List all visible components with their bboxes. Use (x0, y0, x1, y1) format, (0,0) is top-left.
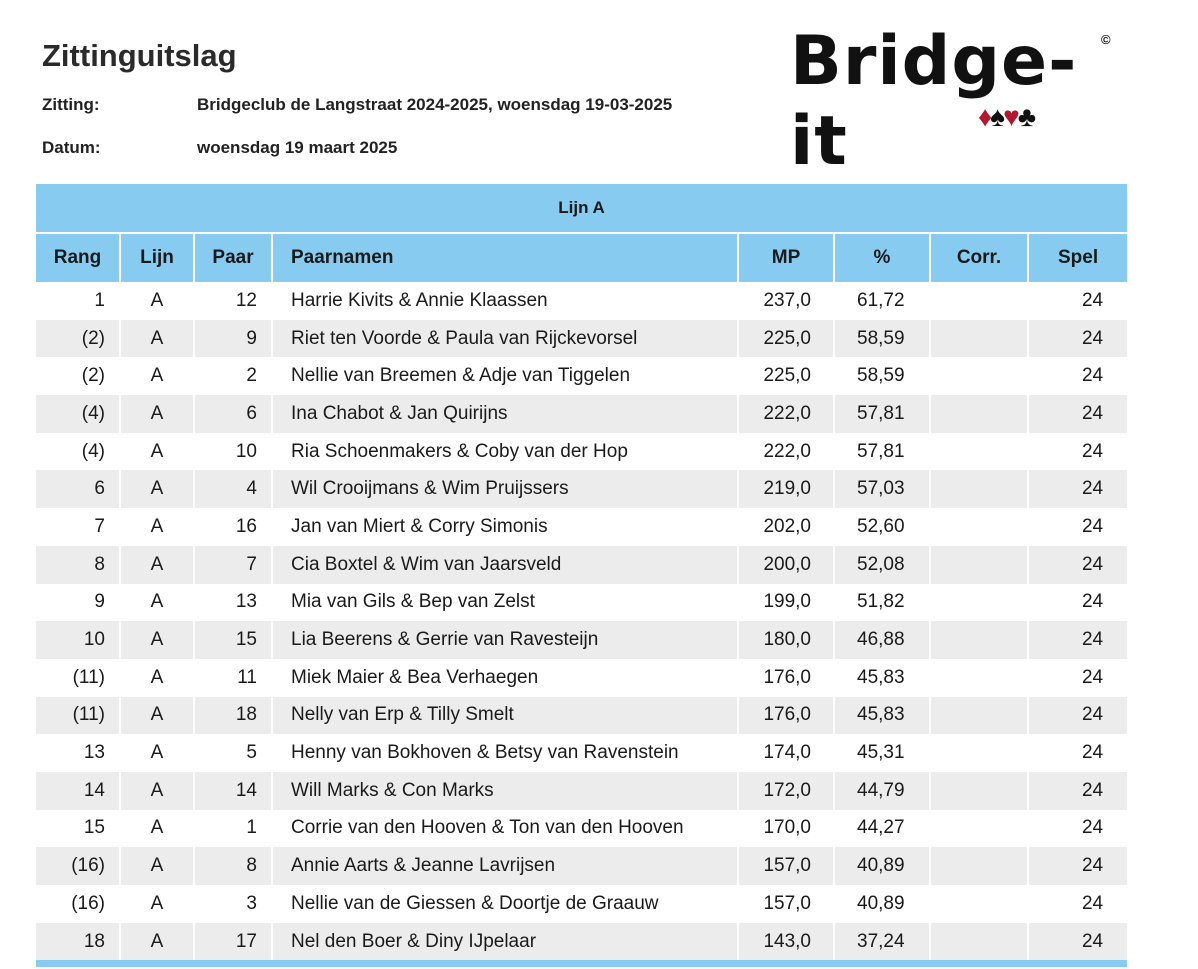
cell-paar: 10 (194, 433, 272, 471)
cell-paar: 2 (194, 357, 272, 395)
cell-spel: 24 (1081, 666, 1104, 688)
cell-paar: 1 (194, 810, 272, 848)
cell-lijn: A (120, 885, 194, 923)
bridge-it-logo (790, 22, 1120, 181)
cell-naam: Nelly van Erp & Tilly Smelt (272, 697, 738, 735)
cell-rang: (2) (36, 357, 120, 395)
cell-paar: 8 (194, 847, 272, 885)
cell-rang: (11) (36, 659, 120, 697)
cell-mp: 222,0 (738, 395, 834, 433)
datum-label: Datum: (42, 138, 101, 157)
cell-naam: Lia Beerens & Gerrie van Ravesteijn (272, 621, 738, 659)
table-row (36, 697, 1127, 735)
cell-spel: 24 (1028, 847, 1127, 885)
cell-paar: 12 (194, 282, 272, 320)
table-row (36, 546, 1127, 584)
logo-text: Bridge-it (790, 22, 1078, 181)
cell-paar: 9 (194, 320, 272, 358)
cell-corr (930, 885, 1028, 923)
cell-paar: 11 (194, 659, 272, 697)
cell-corr (930, 621, 1028, 659)
cell-lijn: A (120, 546, 194, 584)
cell-spel: 24 (1081, 591, 1104, 613)
column-header-lijn: Lijn (120, 233, 194, 282)
cell-spel: 24 (1028, 772, 1127, 810)
cell-spel: 24 (1028, 320, 1127, 358)
cell-paar: 3 (194, 885, 272, 923)
column-header-spel: Spel (1028, 233, 1127, 282)
table-row (36, 810, 1127, 848)
cell-pct: 44,79 (834, 772, 930, 810)
cell-lijn: A (120, 621, 194, 659)
cell-naam: Corrie van den Hooven & Ton van den Hooven (272, 810, 738, 848)
results-table-wrap (36, 184, 1127, 967)
cell-corr (930, 584, 1028, 622)
table-row (36, 282, 1127, 320)
cell-rang: 8 (36, 546, 120, 584)
cell-naam: Will Marks & Con Marks (272, 772, 738, 810)
cell-mp: 219,0 (738, 470, 834, 508)
cell-paar: 18 (194, 697, 272, 735)
cell-pct: 45,83 (834, 659, 930, 697)
cell-mp: 237,0 (738, 282, 834, 320)
cell-mp: 176,0 (738, 659, 834, 697)
cell-paar: 17 (194, 923, 272, 961)
cell-naam: Nellie van Breemen & Adje van Tiggelen (272, 357, 738, 395)
cell-pct: 40,89 (834, 847, 930, 885)
table-row (36, 621, 1127, 659)
cell-corr (930, 470, 1028, 508)
cell-rang: (16) (36, 847, 120, 885)
cell-pct: 58,59 (834, 320, 930, 358)
table-bottom-bar (36, 960, 1127, 967)
cell-lijn: A (120, 734, 194, 772)
cell-naam: Miek Maier & Bea Verhaegen (272, 659, 738, 697)
cell-rang: 10 (36, 621, 120, 659)
cell-rang: (4) (36, 395, 120, 433)
cell-paar: 13 (194, 584, 272, 622)
cell-rang: 18 (36, 923, 120, 961)
cell-lijn: A (120, 659, 194, 697)
cell-corr (930, 697, 1028, 735)
cell-naam: Riet ten Voorde & Paula van Rijckevorsel (272, 320, 738, 358)
column-header-paar: Paar (194, 233, 272, 282)
table-row (36, 659, 1127, 697)
cell-rang: (4) (36, 433, 120, 471)
club-icon: ♣ (1017, 101, 1035, 132)
cell-spel: 24 (1028, 697, 1127, 735)
cell-mp: 225,0 (738, 357, 834, 395)
cell-naam: Henny van Bokhoven & Betsy van Ravenstein (272, 734, 738, 772)
cell-lijn: A (120, 584, 194, 622)
cell-pct: 58,59 (834, 357, 930, 395)
cell-naam: Mia van Gils & Bep van Zelst (272, 584, 738, 622)
column-header-mp: MP (738, 233, 834, 282)
table-row (36, 395, 1127, 433)
cell-pct: 40,89 (834, 885, 930, 923)
table-row (36, 885, 1127, 923)
cell-lijn: A (120, 923, 194, 961)
cell-spel: 24 (1028, 621, 1127, 659)
cell-corr (930, 395, 1028, 433)
card-suits (978, 102, 1034, 132)
cell-rang: 15 (36, 810, 120, 848)
cell-pct: 57,81 (834, 433, 930, 471)
spade-icon: ♠ (990, 101, 1004, 132)
cell-lijn: A (120, 282, 194, 320)
cell-mp: 180,0 (738, 621, 834, 659)
table-caption: Lijn A (36, 184, 1127, 233)
table-row (36, 433, 1127, 471)
column-header-pct: % (834, 233, 930, 282)
heart-icon: ♥ (1003, 101, 1018, 132)
cell-paar: 5 (194, 734, 272, 772)
cell-corr (930, 659, 1028, 697)
cell-lijn: A (120, 357, 194, 395)
results-table (36, 184, 1127, 960)
cell-corr (930, 810, 1028, 848)
cell-mp: 200,0 (738, 546, 834, 584)
cell-spel: 24 (1028, 546, 1127, 584)
cell-rang: 1 (36, 282, 120, 320)
table-row (36, 772, 1127, 810)
cell-lijn: A (120, 395, 194, 433)
cell-paar: 14 (194, 772, 272, 810)
diamond-icon: ♦ (978, 101, 991, 132)
cell-paar: 4 (194, 470, 272, 508)
cell-pct: 51,82 (834, 584, 930, 622)
cell-corr (930, 546, 1028, 584)
cell-naam: Annie Aarts & Jeanne Lavrijsen (272, 847, 738, 885)
datum-value: woensdag 19 maart 2025 (197, 138, 398, 157)
cell-spel: 24 (1081, 440, 1104, 462)
table-row (36, 734, 1127, 772)
cell-naam: Nel den Boer & Diny IJpelaar (272, 923, 738, 961)
cell-spel: 24 (1028, 470, 1127, 508)
cell-pct: 44,27 (834, 810, 930, 848)
cell-rang: 13 (36, 734, 120, 772)
cell-rang: 6 (36, 470, 120, 508)
cell-rang: (16) (36, 885, 120, 923)
cell-rang: 9 (36, 584, 120, 622)
cell-spel: 24 (1081, 289, 1104, 311)
cell-rang: (2) (36, 320, 120, 358)
cell-spel: 24 (1028, 395, 1127, 433)
cell-naam: Wil Crooijmans & Wim Pruijssers (272, 470, 738, 508)
cell-pct: 57,81 (834, 395, 930, 433)
cell-mp: 143,0 (738, 923, 834, 961)
cell-mp: 174,0 (738, 734, 834, 772)
cell-mp: 157,0 (738, 847, 834, 885)
cell-pct: 61,72 (834, 282, 930, 320)
cell-lijn: A (120, 847, 194, 885)
cell-paar: 16 (194, 508, 272, 546)
cell-mp: 202,0 (738, 508, 834, 546)
cell-naam: Ria Schoenmakers & Coby van der Hop (272, 433, 738, 471)
cell-spel: 24 (1028, 923, 1127, 961)
cell-rang: 14 (36, 772, 120, 810)
cell-pct: 52,60 (834, 508, 930, 546)
table-row (36, 847, 1127, 885)
cell-paar: 6 (194, 395, 272, 433)
cell-lijn: A (120, 433, 194, 471)
cell-lijn: A (120, 810, 194, 848)
cell-paar: 7 (194, 546, 272, 584)
cell-naam: Cia Boxtel & Wim van Jaarsveld (272, 546, 738, 584)
cell-corr (930, 282, 1028, 320)
cell-pct: 45,83 (834, 697, 930, 735)
column-header-naam: Paarnamen (272, 233, 738, 282)
cell-mp: 199,0 (738, 584, 834, 622)
zitting-label: Zitting: (42, 95, 100, 114)
page-title: Zittinguitslag (42, 38, 237, 73)
table-row (36, 320, 1127, 358)
cell-corr (930, 357, 1028, 395)
cell-pct: 52,08 (834, 546, 930, 584)
cell-spel: 24 (1081, 817, 1104, 839)
cell-paar: 15 (194, 621, 272, 659)
cell-pct: 57,03 (834, 470, 930, 508)
cell-corr (930, 923, 1028, 961)
cell-rang: 7 (36, 508, 120, 546)
cell-lijn: A (120, 508, 194, 546)
cell-pct: 45,31 (834, 734, 930, 772)
cell-pct: 37,24 (834, 923, 930, 961)
cell-lijn: A (120, 697, 194, 735)
cell-naam: Harrie Kivits & Annie Klaassen (272, 282, 738, 320)
cell-naam: Nellie van de Giessen & Doortje de Graauw (272, 885, 738, 923)
cell-spel: 24 (1081, 515, 1104, 537)
cell-rang: (11) (36, 697, 120, 735)
cell-mp: 157,0 (738, 885, 834, 923)
cell-naam: Ina Chabot & Jan Quirijns (272, 395, 738, 433)
zitting-value: Bridgeclub de Langstraat 2024-2025, woensdag 19-03-2025 (197, 95, 673, 114)
table-row (36, 923, 1127, 961)
cell-naam: Jan van Miert & Corry Simonis (272, 508, 738, 546)
cell-spel: 24 (1081, 365, 1104, 387)
table-row (36, 508, 1127, 546)
table-row (36, 584, 1127, 622)
cell-corr (930, 320, 1028, 358)
table-row (36, 357, 1127, 395)
cell-mp: 172,0 (738, 772, 834, 810)
copyright-icon: © (1101, 32, 1111, 47)
cell-mp: 176,0 (738, 697, 834, 735)
table-row (36, 470, 1127, 508)
cell-lijn: A (120, 470, 194, 508)
cell-mp: 225,0 (738, 320, 834, 358)
cell-spel: 24 (1081, 892, 1104, 914)
cell-lijn: A (120, 772, 194, 810)
cell-pct: 46,88 (834, 621, 930, 659)
cell-corr (930, 772, 1028, 810)
cell-corr (930, 734, 1028, 772)
cell-spel: 24 (1081, 742, 1104, 764)
column-header-corr: Corr. (930, 233, 1028, 282)
cell-lijn: A (120, 320, 194, 358)
cell-corr (930, 433, 1028, 471)
cell-corr (930, 508, 1028, 546)
cell-mp: 170,0 (738, 810, 834, 848)
cell-mp: 222,0 (738, 433, 834, 471)
cell-corr (930, 847, 1028, 885)
column-header-rang: Rang (36, 233, 120, 282)
